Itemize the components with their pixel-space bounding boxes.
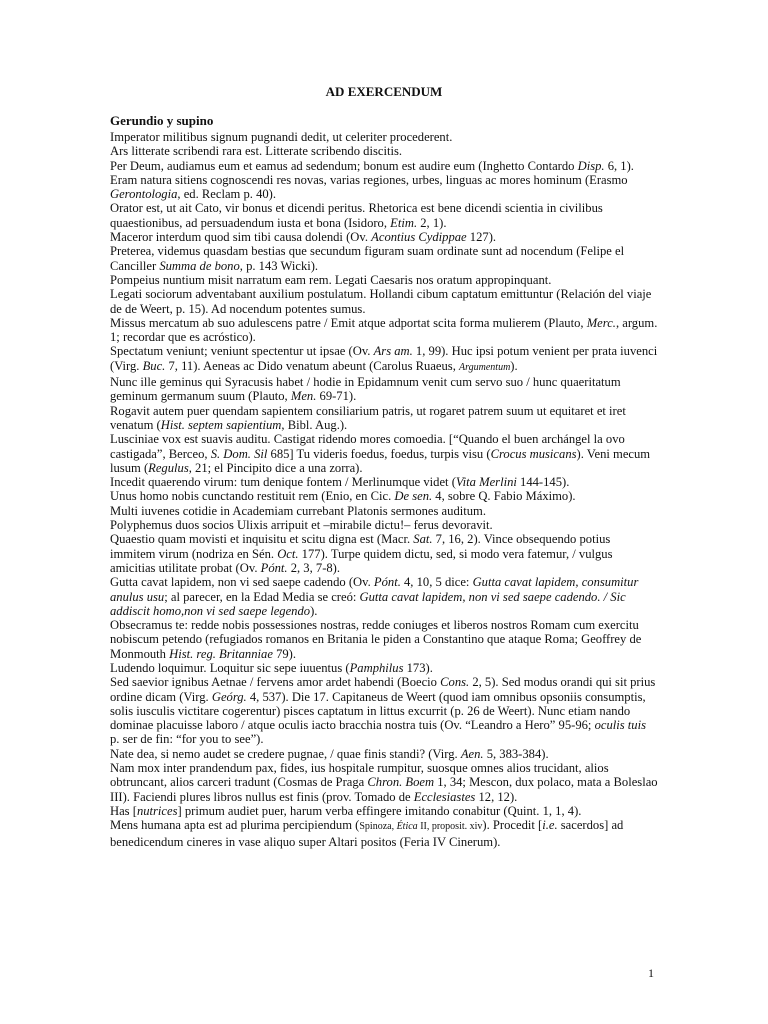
italic-citation: Geórg.: [211, 689, 247, 704]
italic-citation: Regulus: [148, 460, 189, 475]
paragraph: [110, 675, 658, 746]
text-run: II, proposit. xiv: [417, 821, 483, 833]
paragraph: [110, 230, 658, 244]
text-run: Mens humana apta est ad plurima percipiendum (: [110, 818, 360, 833]
italic-citation: Hist. reg. Britanniae: [169, 646, 273, 661]
text-run: Incedit quaerendo virum: tum denique fontem / Merlinumque videt (: [110, 475, 456, 490]
paragraph: [110, 818, 658, 849]
paragraph: [110, 532, 658, 575]
text-run: Polyphemus duos socios Ulixis arripuit et –mirabile dictu!– ferus devoravit.: [110, 518, 493, 533]
italic-citation: Disp.: [577, 158, 605, 173]
text-run: , argum. 1; recordar que es acróstico).: [110, 315, 658, 345]
text-run: Has [: [110, 803, 137, 818]
text-run: Preterea, videmus quasdam bestias que secundum figuram suam ordinate sunt ad nocendum (Felipe el Canciller: [110, 244, 625, 273]
paragraph: [110, 518, 658, 532]
text-run: Quaestio quam movisti et inquisitu et scitu digna est (Macr.: [110, 532, 414, 547]
italic-citation: Ética: [396, 821, 418, 833]
italic-citation: Crocus musicans: [490, 446, 577, 461]
paragraph: [110, 804, 658, 818]
page-number: 1: [648, 966, 654, 980]
text-run: 5, 383-384).: [483, 746, 549, 761]
text-run: , ed. Reclam p. 40).: [177, 187, 277, 202]
text-run: Gutta cavat lapidem, non vi sed saepe cadendo (Ov.: [110, 575, 374, 590]
text-run: 7, 16, 2). Vince obsequendo potius immitem virum (nodriza en Sén.: [110, 532, 611, 561]
text-run: , 21; el Pincipito dice a una zorra).: [188, 460, 363, 475]
text-run: Lusciniae vox est suavis auditu. Castigat ridendo mores comoedia. [“Quando el buen archángel la ovo castigada”, Berceo,: [110, 432, 625, 461]
text-run: Per Deum, audiamus eum et eamus ad sedendum; bonum est audire eum (Inghetto Contardo: [110, 158, 578, 173]
text-run: Ludendo loquimur. Loquitur sic sepe iuuentus (: [110, 660, 350, 675]
italic-citation: Chron. Boem: [367, 775, 435, 790]
text-run: 2, 5). Sed modus orandi qui sit prius ordine dicam (Virg.: [110, 675, 656, 704]
text-run: Rogavit autem puer quendam sapientem consiliarium patris, ut rogaret patrem suum ut equitaret et iret venatum (: [110, 403, 626, 432]
italic-citation: Hist. septem sapientium: [160, 417, 282, 432]
text-run: Obsecramus te: redde nobis possessiones nostras, redde coniuges et liberos nostros Romam cum exercitu nobiscum petendo (refugiados romanos en Britania le piden a Constantino que ataque Roma; Geoffrey de Monmouth: [110, 618, 642, 661]
text-run: 4, 537). Die 17. Capitaneus de Weert (quod iam omnibus opsoniis consumptis, solis iusculis victitare cogerentur) pisces captatum in littus excurrit (p. 26 de Weert). Nunc etiam nando dominae placuisse laboro / atque oculis iacto bracchia nostra tuis (Ov. “Leandro a Hero” 95-96;: [110, 689, 646, 733]
text-run: Multi iuvenes cotidie in Academiam currebant Platonis sermones auditum.: [110, 503, 486, 518]
text-run: 1, 34; Mescon, dux polaco, mata a Boleslao III). Faciendi plures libros nullus est finis (prov. Tomado de: [110, 775, 658, 804]
italic-citation: Gutta cavat lapidem, non vi sed saepe cadendo. / Sic addiscit homo,non vi sed saepe legendo: [110, 589, 626, 618]
italic-citation: Pamphilus: [349, 660, 404, 675]
italic-citation: Aen.: [460, 746, 484, 761]
text-run: 173).: [403, 660, 433, 675]
italic-citation: Ecclesiastes: [413, 789, 476, 804]
text-run: 2, 1).: [417, 215, 447, 230]
text-run: p. ser de fin: “for you to see”).: [110, 732, 264, 747]
italic-citation: oculis tuis: [594, 718, 647, 733]
italic-citation: Pónt.: [260, 560, 288, 575]
paragraph: [110, 575, 658, 618]
italic-citation: Sat.: [413, 532, 433, 547]
italic-citation: Gerontologia: [110, 187, 178, 202]
italic-citation: Ars am.: [373, 344, 413, 359]
text-run: 12, 12).: [475, 789, 518, 804]
paragraph: [110, 201, 658, 230]
text-run: Pompeius nuntium misit narratum eam rem. Legati Caesaris nos oratum appropinquant.: [110, 272, 552, 287]
text-run: 69-71).: [316, 389, 357, 404]
text-run: Imperator militibus signum pugnandi dedit, ut celeriter procederent.: [110, 130, 453, 144]
text-run: , Bibl. Aug.).: [281, 417, 348, 432]
paragraph: [110, 747, 658, 761]
text-run: Nunc ille geminus qui Syracusis habet / hodie in Epidamnum venit cum servo suo / hunc quaeritatum geminum germanum suum (Plauto,: [110, 375, 621, 404]
section-heading: Gerundio y supino: [110, 113, 214, 128]
italic-citation: Argumentum: [459, 361, 511, 373]
text-run: ).: [510, 358, 518, 373]
italic-citation: Buc.: [142, 358, 166, 373]
paragraph: [110, 761, 658, 804]
paragraph: [110, 489, 658, 503]
italic-citation: nutrices: [136, 803, 178, 818]
paragraph: [110, 504, 658, 518]
italic-citation: Vita Merlini: [455, 475, 517, 490]
text-run: Ars litterate scribendi rara est. Litterate scribendo discitis.: [110, 144, 402, 159]
paragraph: [110, 273, 658, 287]
italic-citation: Pónt.: [373, 575, 401, 590]
paragraph: [110, 475, 658, 489]
text-run: Orator est, ut ait Cato, vir bonus et dicendi peritus. Rhetorica est bene dicendi scientia in civilibus quaestionibus, ad persuadendum iusta et bona (Isidoro,: [110, 201, 603, 230]
paragraph: [110, 618, 658, 661]
text-run: Maceror interdum quod sim tibi causa dolendi (Ov.: [110, 230, 372, 245]
italic-citation: De sen.: [394, 489, 433, 504]
italic-citation: Etim.: [390, 215, 418, 230]
text-run: sacerdos] ad benedicendum cineres in vase aliquo super Altari positos (Feria IV Cinerum).: [110, 818, 624, 849]
paragraph: [110, 144, 658, 158]
text-run: 1, 99). Huc ipsi potum venient per prata iuvenci (Virg.: [110, 344, 658, 373]
text-run: Missus mercatum ab suo adulescens patre / Emit atque adportat scita forma mulierem (Plauto,: [110, 315, 587, 330]
paragraph: [110, 287, 658, 316]
text-run: Legati sociorum adventabant auxilium postulatum. Hollandi cibum captatum emittuntur (Relación del viaje de de Weert, p. 15). Ad nocendum potentes sumus.: [110, 287, 652, 316]
paragraph: [110, 344, 658, 375]
paragraph: [110, 316, 658, 345]
text-run: 127).: [466, 230, 497, 245]
text-run: ).: [310, 603, 318, 618]
text-run: 144-145).: [516, 475, 570, 490]
text-run: ). Procedit [: [482, 818, 543, 833]
paragraph: [110, 375, 658, 404]
text-run: Spinoza,: [359, 821, 397, 833]
text-run: ). Veni mecum lusum (: [110, 446, 651, 475]
text-run: 6, 1). Eram natura sitiens cognoscendi res novas, varias regiones, urbes, linguas ac mores hominum (Erasmo: [110, 158, 634, 187]
body-text: [110, 130, 658, 849]
italic-citation: Men.: [290, 389, 317, 404]
text-run: 4, 10, 5 dice:: [400, 575, 473, 590]
italic-citation: Summa de bono: [159, 258, 240, 273]
italic-citation: Acontius Cydippae: [371, 230, 467, 245]
text-run: 79).: [272, 646, 297, 661]
text-run: 685] Tu videris foedus, foedus, turpis visu (: [267, 446, 491, 461]
text-run: Nam mox inter prandendum pax, fides, ius hospitale rumpitur, suosque omnes alios trucidant, alios obtruncant, alios carceri tradunt (Cosmas de Praga: [110, 761, 609, 790]
text-run: Sed saevior ignibus Aetnae / fervens amor ardet habendi (Boecio: [110, 675, 441, 690]
text-run: 177). Turpe quidem dictu, sed, si modo vera fatemur, / vulgus amicitias utilitate probat (Ov.: [110, 546, 613, 575]
italic-citation: Oct.: [277, 546, 299, 561]
paragraph: [110, 661, 658, 675]
document-title: AD EXERCENDUM: [325, 84, 443, 99]
text-run: Spectatum veniunt; veniunt spectentur ut ipsae (Ov.: [110, 344, 374, 359]
text-run: Nate dea, si nemo audet se credere pugnae, / quae finis standi? (Virg.: [110, 746, 461, 761]
paragraph: [110, 159, 658, 202]
text-run: 7, 11). Aeneas ac Dido venatum abeunt (Carolus Ruaeus,: [165, 358, 459, 373]
paragraph: [110, 130, 658, 144]
italic-citation: Gutta cavat lapidem, consumitur anulus usu: [110, 575, 639, 604]
paragraph: [110, 404, 658, 433]
text-run: ] primum audiet puer, harum verba effingere imitando conabitur (Quint. 1, 1, 4).: [177, 803, 582, 818]
italic-citation: i.e.: [542, 818, 558, 833]
italic-citation: S. Dom. Sil: [210, 446, 268, 461]
text-run: 2, 3, 7-8).: [287, 560, 341, 575]
text-run: ; al parecer, en la Edad Media se creó:: [164, 589, 360, 604]
italic-citation: Merc.: [586, 315, 616, 330]
paragraph: [110, 244, 658, 273]
text-run: Unus homo nobis cunctando restituit rem (Enio, en Cic.: [110, 489, 395, 504]
paragraph: [110, 432, 658, 475]
text-run: 4, sobre Q. Fabio Máximo).: [432, 489, 576, 504]
italic-citation: Cons.: [440, 675, 470, 690]
text-run: , p. 143 Wicki).: [239, 258, 319, 273]
